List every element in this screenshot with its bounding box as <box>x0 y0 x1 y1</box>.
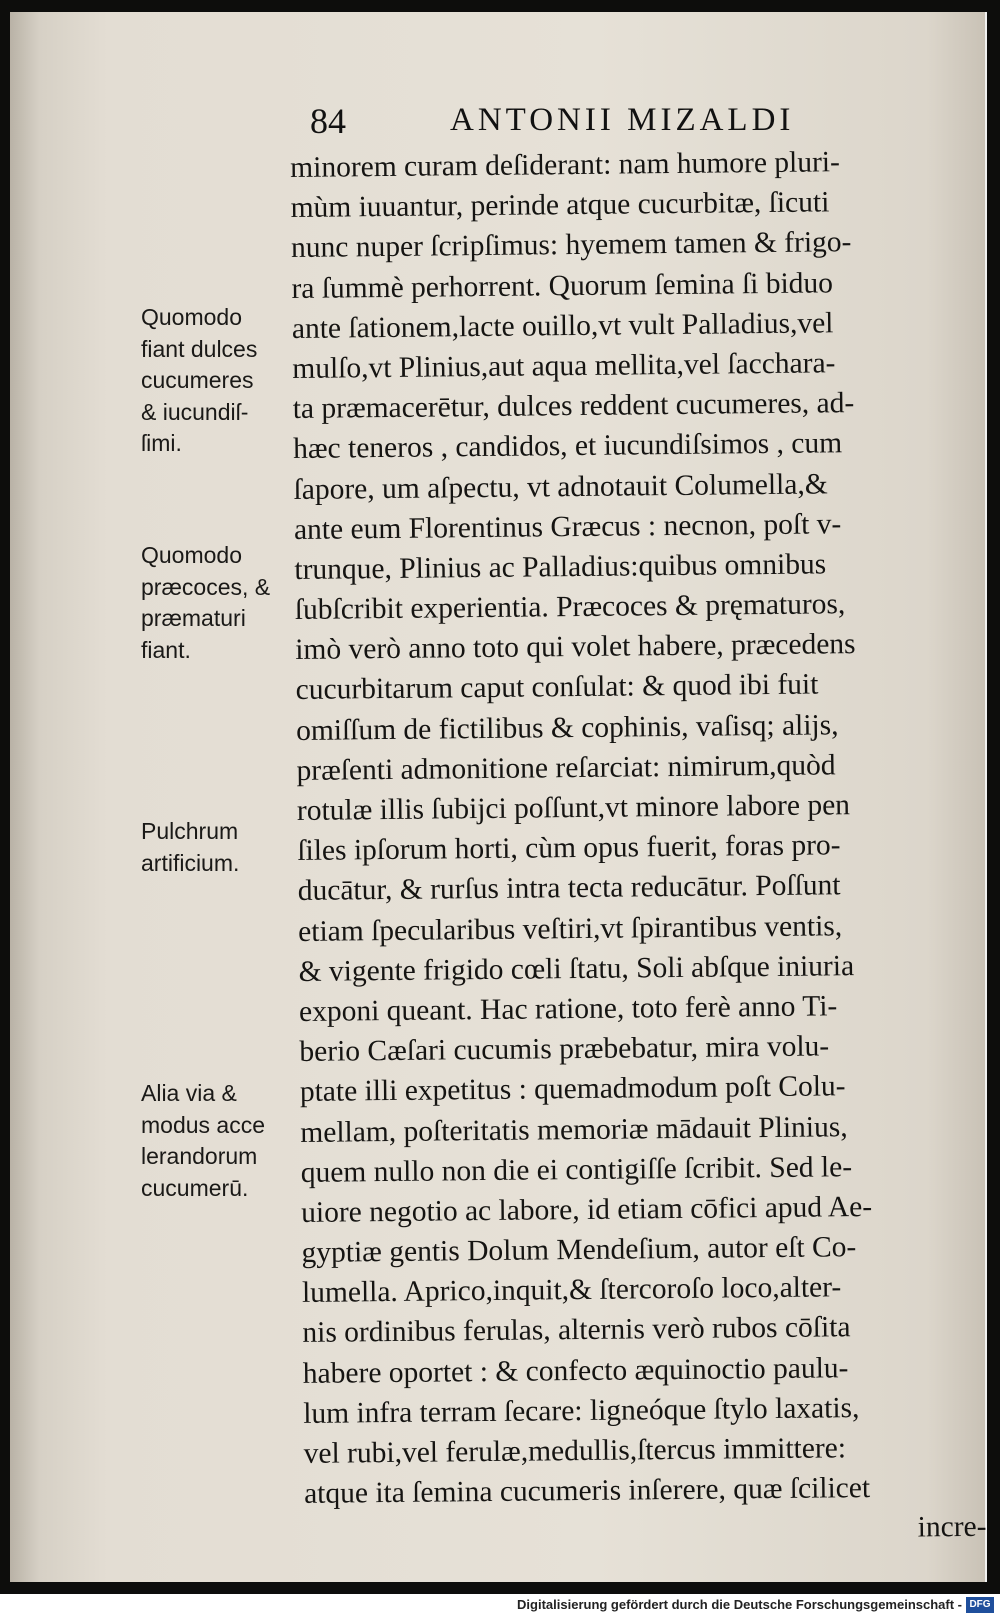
note-line: modus acce <box>141 1111 266 1138</box>
note-line: Alia via & <box>141 1080 237 1106</box>
text-line: trunque, Plinius ac Palladius:quibus omnibus <box>294 548 827 586</box>
note-line: fiant dulces <box>141 335 258 362</box>
text-line: ducātur, & rurſus intra tecta reducātur. Poſſunt <box>297 869 841 908</box>
page-number: 84 <box>310 101 346 141</box>
note-line: cucumerū. <box>141 1174 249 1201</box>
note-line: ſimi. <box>141 430 182 456</box>
marginal-note-early-cucumbers <box>141 540 301 666</box>
marginal-note-accelerating <box>141 1078 301 1204</box>
text-line: mulſo,vt Plinius,aut aqua mellita,vel ſacchara- <box>292 347 836 385</box>
marginal-note-artifice <box>141 816 301 879</box>
text-line: ptate illi expetitus : quemadmodum poſt Colu- <box>299 1070 846 1109</box>
marginal-note-sweet-cucumbers <box>141 302 301 460</box>
text-line: minorem curam deſiderant: nam humore pluri- <box>290 146 841 184</box>
text-line: etiam ſpecularibus veſtiri,vt ſpirantibus ventis, <box>298 909 843 948</box>
book-page <box>10 12 987 1582</box>
text-line: exponi queant. Hac ratione, toto ferè anno Ti- <box>298 990 838 1028</box>
text-line: nunc nuper ſcripſimus: hyemem tamen & frigo- <box>290 226 852 265</box>
note-line: Quomodo <box>141 304 243 330</box>
note-line: & iucundiſ- <box>141 398 249 425</box>
text-line: imò verò anno toto qui volet habere, præcedens <box>295 628 856 667</box>
text-line: ſubſcribit experientia. Præcoces & pręmaturos, <box>294 588 846 627</box>
note-line: præcoces, & <box>141 573 271 600</box>
note-line: lerandorum <box>141 1143 258 1169</box>
text-line: & vigente frigido cœli ſtatu, Soli abſque iniuria <box>298 949 855 988</box>
text-line: lumella. Aprico,inquit,& ſtercoroſo loco,alter- <box>301 1271 842 1310</box>
note-line: Pulchrum <box>141 818 239 844</box>
text-line: nis ordinibus ferulas, alternis verò rubos cōſita <box>302 1311 851 1350</box>
text-line: ſiles ipſorum horti, cùm opus fuerit, foras pro- <box>297 829 841 868</box>
text-line: atque ita ſemina cucumeris inſerere, quæ ſcilicet <box>303 1472 871 1511</box>
note-line: fiant. <box>141 636 191 663</box>
text-line: ra ſummè perhorrent. Quorum ſemina ſi biduo <box>291 266 834 305</box>
note-line: cucumeres <box>141 367 254 393</box>
text-line: mùm iuuantur, perinde atque cucurbitæ, ſicuti <box>290 186 830 225</box>
text-line: quem nullo non die ei contigiſſe ſcribit. Sed le- <box>300 1150 853 1189</box>
text-line: mellam, poſteritatis memoriæ mādauit Plinius, <box>300 1110 848 1149</box>
note-line: artificium. <box>141 849 240 876</box>
text-line: vel rubi,vel ferulæ,medullis,ſtercus immittere: <box>303 1432 847 1470</box>
note-line: præmaturi <box>141 605 246 631</box>
text-line: rotulæ illis ſubijci poſſunt,vt minore labore pen <box>296 789 851 827</box>
dfg-logo-icon: DFG <box>966 1597 994 1613</box>
text-line: ante ſationem,lacte ouillo,vt vult Palladius,vel <box>291 307 834 345</box>
text-line: cucurbitarum caput conſulat: & quod ibi fuit <box>295 668 819 707</box>
text-line: lum infra terram ſecare: ligneóque ſtylo laxatis, <box>303 1391 860 1430</box>
running-title: ANTONII MIZALDI <box>450 102 795 138</box>
note-line: Quomodo <box>141 542 243 568</box>
text-line: præſenti admonitione reſarciat: nimirum,quòd <box>296 749 836 787</box>
text-line: berio Cæſari cucumis præbebatur, mira volu- <box>299 1030 830 1069</box>
text-line: ante eum Florentinus Græcus : necnon, poſt v- <box>293 507 842 546</box>
text-line: uiore negotio ac labore, id etiam cōfici apud Ae- <box>300 1190 873 1229</box>
catchword: incre- <box>917 1511 987 1544</box>
digitization-footer <box>0 1594 1000 1618</box>
text-line: ſapore, um aſpectu, vt adnotauit Columella,& <box>293 467 828 506</box>
text-line: habere oportet : & confecto æquinoctio paulu- <box>302 1351 849 1390</box>
body-text <box>290 141 1000 1555</box>
text-line: omiſſum de fictilibus & cophinis, vaſisq; alijs, <box>295 708 839 747</box>
funding-credit: Digitalisierung gefördert durch die Deutsche Forschungsgemeinschaft - <box>517 1597 962 1612</box>
page-header <box>310 100 910 144</box>
text-line: ta præmacerētur, dulces reddent cucumeres, ad- <box>292 387 855 426</box>
text-line: gyptiæ gentis Dolum Mendeſium, autor eſt Co- <box>301 1231 857 1270</box>
text-line: hæc teneros , candidos, et iucundiſsimos , cum <box>292 427 843 466</box>
